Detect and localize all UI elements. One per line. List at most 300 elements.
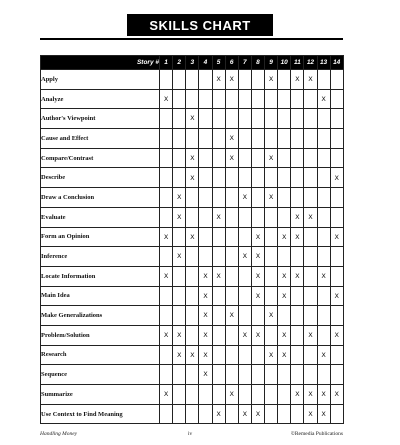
empty-cell xyxy=(330,247,343,267)
header-row xyxy=(41,56,344,70)
empty-cell xyxy=(173,168,186,188)
empty-cell xyxy=(304,365,317,385)
empty-cell xyxy=(317,207,330,227)
empty-cell xyxy=(173,70,186,90)
skill-mark: X xyxy=(265,70,278,90)
empty-cell xyxy=(265,129,278,149)
empty-cell xyxy=(291,404,304,424)
skill-mark: X xyxy=(304,207,317,227)
column-header: 7 xyxy=(238,56,251,70)
skill-mark: X xyxy=(251,227,264,247)
skill-mark: X xyxy=(199,286,212,306)
skill-mark: X xyxy=(225,70,238,90)
empty-cell xyxy=(186,385,199,405)
empty-cell xyxy=(186,207,199,227)
empty-cell xyxy=(160,306,173,326)
column-header: 10 xyxy=(278,56,291,70)
skill-mark: X xyxy=(330,286,343,306)
empty-cell xyxy=(251,188,264,208)
skill-mark: X xyxy=(199,266,212,286)
empty-cell xyxy=(199,385,212,405)
skill-mark: X xyxy=(186,148,199,168)
empty-cell xyxy=(225,266,238,286)
skills-body xyxy=(41,70,344,424)
empty-cell xyxy=(278,89,291,109)
skill-mark: X xyxy=(199,306,212,326)
empty-cell xyxy=(278,247,291,267)
empty-cell xyxy=(278,70,291,90)
empty-cell xyxy=(251,365,264,385)
skill-label: Form an Opinion xyxy=(41,227,160,247)
empty-cell xyxy=(199,148,212,168)
empty-cell xyxy=(186,266,199,286)
table-row xyxy=(41,286,344,306)
empty-cell xyxy=(199,168,212,188)
skill-mark: X xyxy=(317,404,330,424)
skill-label: Evaluate xyxy=(41,207,160,227)
empty-cell xyxy=(225,109,238,129)
empty-cell xyxy=(278,148,291,168)
empty-cell xyxy=(330,365,343,385)
empty-cell xyxy=(212,188,225,208)
table-row xyxy=(41,129,344,149)
empty-cell xyxy=(225,89,238,109)
table-row xyxy=(41,404,344,424)
skill-mark: X xyxy=(186,109,199,129)
empty-cell xyxy=(251,168,264,188)
footer-page-number: iv xyxy=(188,431,193,437)
empty-cell xyxy=(212,129,225,149)
table-row xyxy=(41,385,344,405)
empty-cell xyxy=(251,109,264,129)
empty-cell xyxy=(291,345,304,365)
empty-cell xyxy=(173,227,186,247)
empty-cell xyxy=(330,207,343,227)
empty-cell xyxy=(225,286,238,306)
skill-label: Sequence xyxy=(41,365,160,385)
empty-cell xyxy=(304,188,317,208)
empty-cell xyxy=(291,306,304,326)
skill-mark: X xyxy=(291,227,304,247)
empty-cell xyxy=(304,148,317,168)
skill-mark: X xyxy=(160,89,173,109)
skill-mark: X xyxy=(251,325,264,345)
title-wrap xyxy=(0,14,400,36)
empty-cell xyxy=(225,247,238,267)
empty-cell xyxy=(238,148,251,168)
empty-cell xyxy=(278,385,291,405)
empty-cell xyxy=(186,129,199,149)
empty-cell xyxy=(160,109,173,129)
empty-cell xyxy=(278,365,291,385)
empty-cell xyxy=(317,129,330,149)
empty-cell xyxy=(186,404,199,424)
empty-cell xyxy=(186,286,199,306)
skill-mark: X xyxy=(278,227,291,247)
empty-cell xyxy=(317,168,330,188)
empty-cell xyxy=(199,247,212,267)
skill-label: Author's Viewpoint xyxy=(41,109,160,129)
empty-cell xyxy=(160,129,173,149)
empty-cell xyxy=(317,148,330,168)
title-rule xyxy=(40,38,343,40)
empty-cell xyxy=(212,365,225,385)
empty-cell xyxy=(291,365,304,385)
skill-mark: X xyxy=(225,148,238,168)
empty-cell xyxy=(304,286,317,306)
skill-mark: X xyxy=(212,266,225,286)
empty-cell xyxy=(265,404,278,424)
empty-cell xyxy=(330,188,343,208)
empty-cell xyxy=(173,365,186,385)
skill-label: Use Context to Find Meaning xyxy=(41,404,160,424)
skill-label: Draw a Conclusion xyxy=(41,188,160,208)
empty-cell xyxy=(251,345,264,365)
skill-mark: X xyxy=(317,266,330,286)
skill-mark: X xyxy=(330,325,343,345)
empty-cell xyxy=(238,207,251,227)
empty-cell xyxy=(173,148,186,168)
empty-cell xyxy=(238,365,251,385)
empty-cell xyxy=(251,89,264,109)
empty-cell xyxy=(199,404,212,424)
empty-cell xyxy=(186,306,199,326)
empty-cell xyxy=(173,306,186,326)
empty-cell xyxy=(160,148,173,168)
empty-cell xyxy=(186,325,199,345)
skill-label: Summarize xyxy=(41,385,160,405)
footer-book-title: Handling Money xyxy=(40,431,78,437)
empty-cell xyxy=(173,109,186,129)
skill-label: Analyze xyxy=(41,89,160,109)
empty-cell xyxy=(225,365,238,385)
empty-cell xyxy=(265,365,278,385)
empty-cell xyxy=(265,247,278,267)
empty-cell xyxy=(212,325,225,345)
empty-cell xyxy=(278,168,291,188)
skill-label: Apply xyxy=(41,70,160,90)
empty-cell xyxy=(265,385,278,405)
empty-cell xyxy=(160,286,173,306)
empty-cell xyxy=(160,168,173,188)
empty-cell xyxy=(238,385,251,405)
skill-mark: X xyxy=(265,188,278,208)
skill-mark: X xyxy=(160,325,173,345)
skill-label: Inference xyxy=(41,247,160,267)
empty-cell xyxy=(304,306,317,326)
empty-cell xyxy=(291,89,304,109)
empty-cell xyxy=(199,227,212,247)
empty-cell xyxy=(265,227,278,247)
empty-cell xyxy=(212,286,225,306)
skill-mark: X xyxy=(317,89,330,109)
empty-cell xyxy=(265,168,278,188)
empty-cell xyxy=(212,168,225,188)
empty-cell xyxy=(265,266,278,286)
empty-cell xyxy=(304,345,317,365)
table-row xyxy=(41,89,344,109)
empty-cell xyxy=(278,207,291,227)
empty-cell xyxy=(212,89,225,109)
empty-cell xyxy=(160,345,173,365)
empty-cell xyxy=(186,70,199,90)
empty-cell xyxy=(238,89,251,109)
skill-mark: X xyxy=(173,247,186,267)
empty-cell xyxy=(251,306,264,326)
column-header: 11 xyxy=(291,56,304,70)
skill-mark: X xyxy=(278,325,291,345)
empty-cell xyxy=(199,129,212,149)
skill-mark: X xyxy=(278,345,291,365)
empty-cell xyxy=(212,109,225,129)
empty-cell xyxy=(160,188,173,208)
skill-mark: X xyxy=(238,188,251,208)
empty-cell xyxy=(225,404,238,424)
skill-mark: X xyxy=(173,188,186,208)
skill-mark: X xyxy=(251,266,264,286)
empty-cell xyxy=(291,286,304,306)
column-header: 9 xyxy=(265,56,278,70)
skill-label: Main Idea xyxy=(41,286,160,306)
empty-cell xyxy=(199,207,212,227)
empty-cell xyxy=(238,306,251,326)
empty-cell xyxy=(317,70,330,90)
skill-label: Compare/Contrast xyxy=(41,148,160,168)
empty-cell xyxy=(278,109,291,129)
skill-mark: X xyxy=(304,70,317,90)
empty-cell xyxy=(304,109,317,129)
column-header: 1 xyxy=(160,56,173,70)
empty-cell xyxy=(173,385,186,405)
skill-mark: X xyxy=(160,385,173,405)
page-title: SKILLS CHART xyxy=(127,14,272,36)
column-header: 14 xyxy=(330,56,343,70)
empty-cell xyxy=(199,70,212,90)
skill-mark: X xyxy=(304,404,317,424)
empty-cell xyxy=(160,404,173,424)
empty-cell xyxy=(160,70,173,90)
empty-cell xyxy=(173,89,186,109)
empty-cell xyxy=(212,227,225,247)
skill-mark: X xyxy=(251,247,264,267)
empty-cell xyxy=(291,325,304,345)
empty-cell xyxy=(238,109,251,129)
empty-cell xyxy=(291,247,304,267)
empty-cell xyxy=(291,188,304,208)
skill-mark: X xyxy=(173,207,186,227)
column-header: 13 xyxy=(317,56,330,70)
empty-cell xyxy=(304,247,317,267)
empty-cell xyxy=(265,109,278,129)
skill-mark: X xyxy=(291,70,304,90)
table-row xyxy=(41,148,344,168)
skill-mark: X xyxy=(238,325,251,345)
empty-cell xyxy=(330,148,343,168)
empty-cell xyxy=(304,227,317,247)
empty-cell xyxy=(225,188,238,208)
table-row xyxy=(41,345,344,365)
skill-mark: X xyxy=(225,306,238,326)
empty-cell xyxy=(199,89,212,109)
empty-cell xyxy=(330,129,343,149)
skill-mark: X xyxy=(291,207,304,227)
empty-cell xyxy=(212,306,225,326)
empty-cell xyxy=(317,109,330,129)
skill-mark: X xyxy=(278,266,291,286)
empty-cell xyxy=(173,404,186,424)
table-row xyxy=(41,247,344,267)
table-row xyxy=(41,207,344,227)
skills-table xyxy=(40,55,344,424)
empty-cell xyxy=(186,89,199,109)
footer-publisher: ©Remedia Publications xyxy=(290,431,343,437)
column-header: 4 xyxy=(199,56,212,70)
empty-cell xyxy=(173,286,186,306)
empty-cell xyxy=(317,247,330,267)
table-row xyxy=(41,109,344,129)
skill-label: Describe xyxy=(41,168,160,188)
empty-cell xyxy=(160,207,173,227)
table-row xyxy=(41,188,344,208)
empty-cell xyxy=(199,188,212,208)
empty-cell xyxy=(251,129,264,149)
empty-cell xyxy=(330,89,343,109)
empty-cell xyxy=(317,365,330,385)
empty-cell xyxy=(330,70,343,90)
skill-mark: X xyxy=(330,385,343,405)
empty-cell xyxy=(212,148,225,168)
skill-mark: X xyxy=(225,385,238,405)
empty-cell xyxy=(238,266,251,286)
skill-mark: X xyxy=(199,345,212,365)
empty-cell xyxy=(212,385,225,405)
empty-cell xyxy=(251,70,264,90)
empty-cell xyxy=(330,345,343,365)
skill-mark: X xyxy=(186,227,199,247)
empty-cell xyxy=(330,109,343,129)
skill-mark: X xyxy=(265,306,278,326)
skill-mark: X xyxy=(186,168,199,188)
empty-cell xyxy=(291,168,304,188)
skill-mark: X xyxy=(212,404,225,424)
empty-cell xyxy=(265,207,278,227)
empty-cell xyxy=(186,365,199,385)
empty-cell xyxy=(304,168,317,188)
empty-cell xyxy=(238,168,251,188)
skill-mark: X xyxy=(212,207,225,227)
skill-mark: X xyxy=(225,129,238,149)
skill-mark: X xyxy=(160,266,173,286)
skill-mark: X xyxy=(317,385,330,405)
table-row xyxy=(41,306,344,326)
empty-cell xyxy=(238,286,251,306)
empty-cell xyxy=(317,325,330,345)
empty-cell xyxy=(238,129,251,149)
skill-mark: X xyxy=(291,266,304,286)
skill-label: Research xyxy=(41,345,160,365)
skill-mark: X xyxy=(330,168,343,188)
empty-cell xyxy=(186,247,199,267)
empty-cell xyxy=(199,109,212,129)
empty-cell xyxy=(317,227,330,247)
empty-cell xyxy=(225,207,238,227)
skill-mark: X xyxy=(186,345,199,365)
empty-cell xyxy=(304,129,317,149)
empty-cell xyxy=(278,188,291,208)
table-row xyxy=(41,266,344,286)
empty-cell xyxy=(160,365,173,385)
empty-cell xyxy=(304,89,317,109)
column-header: 6 xyxy=(225,56,238,70)
empty-cell xyxy=(317,286,330,306)
skill-mark: X xyxy=(317,345,330,365)
skill-label: Locate Information xyxy=(41,266,160,286)
empty-cell xyxy=(238,227,251,247)
table-row xyxy=(41,325,344,345)
skill-mark: X xyxy=(238,404,251,424)
table-row xyxy=(41,227,344,247)
table-row xyxy=(41,70,344,90)
skill-mark: X xyxy=(330,227,343,247)
empty-cell xyxy=(291,109,304,129)
skill-mark: X xyxy=(304,325,317,345)
column-header: 2 xyxy=(173,56,186,70)
column-header: 5 xyxy=(212,56,225,70)
skill-mark: X xyxy=(265,345,278,365)
skill-mark: X xyxy=(291,385,304,405)
empty-cell xyxy=(160,247,173,267)
skill-mark: X xyxy=(251,404,264,424)
skill-mark: X xyxy=(251,286,264,306)
skill-mark: X xyxy=(199,365,212,385)
empty-cell xyxy=(186,188,199,208)
empty-cell xyxy=(238,70,251,90)
empty-cell xyxy=(225,168,238,188)
empty-cell xyxy=(212,247,225,267)
skill-label: Make Generalizations xyxy=(41,306,160,326)
empty-cell xyxy=(330,404,343,424)
empty-cell xyxy=(291,148,304,168)
empty-cell xyxy=(317,188,330,208)
skill-label: Problem/Solution xyxy=(41,325,160,345)
empty-cell xyxy=(265,286,278,306)
skill-mark: X xyxy=(173,345,186,365)
table-row xyxy=(41,365,344,385)
empty-cell xyxy=(225,325,238,345)
empty-cell xyxy=(278,404,291,424)
column-header: 8 xyxy=(251,56,264,70)
column-header: 12 xyxy=(304,56,317,70)
empty-cell xyxy=(304,266,317,286)
story-number-label: Story # xyxy=(41,56,160,70)
table-row xyxy=(41,168,344,188)
empty-cell xyxy=(238,345,251,365)
empty-cell xyxy=(278,129,291,149)
empty-cell xyxy=(173,266,186,286)
empty-cell xyxy=(291,129,304,149)
empty-cell xyxy=(251,207,264,227)
skill-mark: X xyxy=(238,247,251,267)
skill-mark: X xyxy=(265,148,278,168)
skill-mark: X xyxy=(173,325,186,345)
skill-mark: X xyxy=(199,325,212,345)
empty-cell xyxy=(225,227,238,247)
empty-cell xyxy=(251,148,264,168)
empty-cell xyxy=(278,306,291,326)
skill-mark: X xyxy=(304,385,317,405)
empty-cell xyxy=(251,385,264,405)
empty-cell xyxy=(173,129,186,149)
